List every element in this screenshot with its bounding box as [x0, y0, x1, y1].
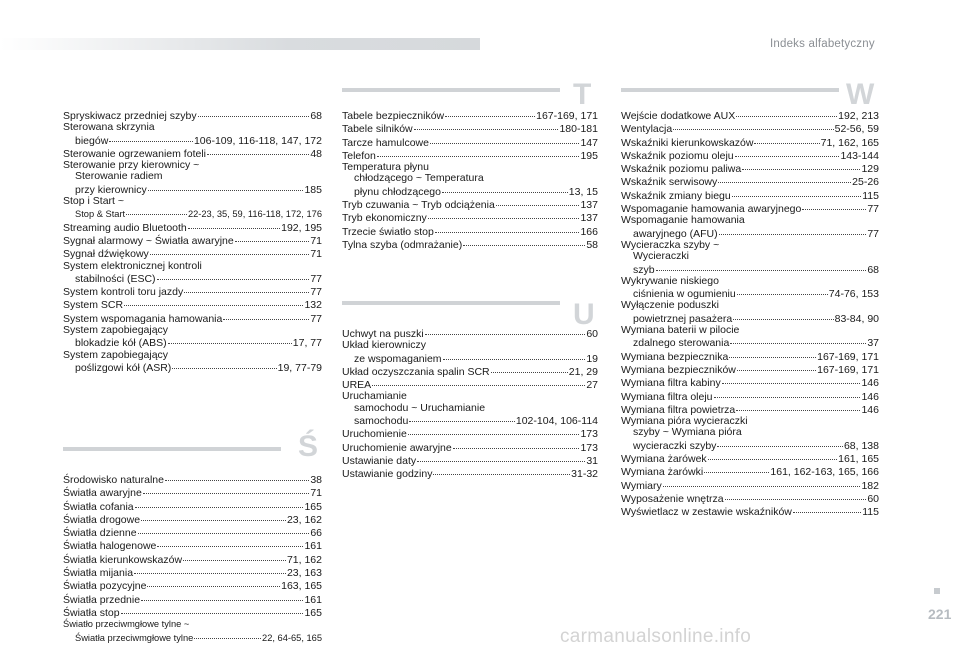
- dot-leader: [453, 439, 580, 449]
- index-page-ref: 71, 162: [286, 553, 322, 566]
- dot-leader: [141, 511, 286, 521]
- dot-leader: [207, 145, 309, 155]
- section-t-letter: T: [573, 78, 592, 111]
- index-entry: [63, 631, 322, 644]
- dot-leader: [147, 577, 280, 587]
- index-term: Światła pozycyjne: [63, 580, 147, 593]
- dot-leader: [188, 219, 280, 229]
- index-entry: [342, 149, 598, 162]
- dot-leader: [184, 283, 309, 293]
- section-t-rule: [342, 88, 560, 92]
- dot-leader: [714, 388, 861, 398]
- index-page-ref: 31-32: [571, 468, 598, 481]
- index-page-ref: 71, 162, 165: [820, 136, 879, 149]
- index-page-ref: 48: [310, 147, 322, 160]
- index-entry: [63, 312, 322, 325]
- index-page-ref: 163, 165: [281, 580, 322, 593]
- dot-leader: [194, 629, 261, 639]
- index-term: stabilności (ESC): [75, 272, 156, 285]
- index-term: Spryskiwacz przedniej szyby: [63, 110, 197, 122]
- index-term: Ustawianie godziny: [342, 468, 433, 481]
- dot-leader: [172, 359, 276, 369]
- index-term: Światła kierunkowskazów: [63, 553, 183, 566]
- dot-leader: [143, 484, 310, 494]
- index-term: Tarcze hamulcowe: [342, 136, 429, 149]
- index-term: System wspomagania hamowania: [63, 312, 223, 325]
- index-term: Wskaźnik poziomu paliwa: [621, 163, 742, 176]
- index-term: Światła drogowe: [63, 513, 141, 526]
- index-heading-line: Stop i Start ~: [63, 195, 124, 208]
- dot-leader: [428, 209, 580, 219]
- index-term: Ustawianie daty: [342, 454, 417, 467]
- dot-leader: [656, 261, 867, 271]
- dot-leader: [445, 107, 535, 117]
- index-entry: [63, 336, 322, 349]
- index-page-ref: 147: [580, 136, 598, 149]
- index-entry: [621, 403, 879, 416]
- index-column-t: [342, 109, 598, 251]
- index-heading-line: System zapobiegający: [63, 348, 169, 361]
- index-term: Wymiana filtra oleju: [621, 390, 713, 403]
- index-term: samochodu: [354, 415, 409, 428]
- index-heading-line: Sterowana skrzynia: [63, 121, 155, 134]
- dot-leader: [109, 132, 193, 142]
- dot-leader: [430, 134, 580, 144]
- dot-leader: [802, 200, 866, 210]
- index-heading-line: Światło przeciwmgłowe tylne ~: [63, 619, 190, 630]
- index-heading-line: Temperatura płynu: [342, 161, 429, 174]
- index-term: Wymiana bezpiecznika: [621, 350, 729, 363]
- index-entry: [621, 227, 879, 240]
- dot-leader: [719, 225, 867, 235]
- dot-leader: [235, 232, 310, 242]
- index-term: Światła przednie: [63, 593, 141, 606]
- dot-leader: [372, 376, 585, 386]
- index-term: szyb: [633, 263, 655, 276]
- dot-leader: [736, 401, 860, 411]
- section-w-letter: W: [846, 78, 875, 111]
- index-page-ref: 195: [580, 149, 598, 162]
- index-heading-line: samochodu ~ Uruchamianie: [354, 401, 486, 414]
- index-heading-line: Układ kierowniczy: [342, 339, 427, 352]
- index-page-ref: 74-76, 153: [828, 288, 879, 301]
- index-page-ref: 161: [304, 540, 322, 553]
- index-entry: [342, 238, 598, 251]
- dot-leader: [737, 285, 828, 295]
- header-bar: [0, 38, 480, 50]
- dot-leader: [135, 498, 304, 508]
- index-page-ref: 166: [580, 225, 598, 238]
- index-term: awaryjnego (AFU): [633, 227, 718, 240]
- dot-leader: [730, 334, 866, 344]
- index-page-ref: 60: [586, 328, 598, 340]
- index-term: UREA: [342, 379, 372, 392]
- index-entry: [63, 109, 322, 122]
- index-entry: [63, 147, 322, 160]
- index-page-ref: 161, 165: [838, 453, 879, 466]
- index-page-ref: 182: [861, 479, 879, 492]
- index-heading-line: szyby ~ Wymiana pióra: [633, 426, 742, 439]
- index-term: Światła dzienne: [63, 527, 137, 540]
- index-page-ref: 146: [861, 377, 879, 390]
- index-term: Wymiana filtra kabiny: [621, 377, 721, 390]
- index-column-s-continued: [63, 109, 322, 374]
- dot-leader: [708, 450, 837, 460]
- index-page-ref: 66: [310, 527, 322, 540]
- index-page-ref: 19, 77-79: [277, 361, 322, 374]
- dot-leader: [414, 120, 559, 130]
- index-heading-line: Wymiana pióra wycieraczki: [621, 415, 748, 428]
- dot-leader: [417, 452, 585, 462]
- index-term: System SCR: [63, 299, 124, 312]
- dot-leader: [704, 463, 769, 473]
- index-page-ref: 115: [862, 506, 879, 519]
- index-heading-line: System elektronicznej kontroli: [63, 259, 202, 272]
- index-page-ref: 68: [867, 263, 879, 276]
- index-term: Światła awaryjne: [63, 487, 142, 500]
- index-page-ref: 77: [867, 203, 879, 216]
- index-entry: [63, 361, 322, 374]
- index-page-ref: 192, 195: [281, 221, 322, 234]
- index-term: Wskaźnik poziomu oleju: [621, 149, 734, 162]
- index-term: ciśnienia w ogumieniu: [633, 288, 736, 301]
- section-s-acute-letter: Ś: [298, 430, 319, 463]
- index-page-ref: 115: [862, 189, 879, 202]
- index-term: Tryb czuwania ~ Tryb odciążenia: [342, 199, 495, 212]
- dot-leader: [729, 348, 816, 358]
- dot-leader: [168, 334, 292, 344]
- index-entry: [63, 183, 322, 196]
- dot-leader: [732, 187, 862, 197]
- index-page-ref: 77: [310, 312, 322, 325]
- index-page-ref: 38: [310, 474, 322, 486]
- index-term: Telefon: [342, 149, 376, 162]
- section-s-acute-rule: [63, 447, 281, 451]
- index-term: przy kierownicy: [75, 183, 147, 196]
- index-term: zdalnego sterowania: [633, 337, 730, 350]
- index-page-ref: 31: [586, 454, 598, 467]
- index-term: Wskaźniki kierunkowskazów: [621, 136, 754, 149]
- index-page-ref: 161: [304, 593, 322, 606]
- index-term: Wymiana żarówki: [621, 466, 704, 479]
- dot-leader: [165, 471, 309, 481]
- index-page-ref: 22-23, 35, 59, 116-118, 172, 176: [187, 209, 322, 220]
- dot-leader: [377, 147, 580, 157]
- index-page-ref: 165: [304, 606, 322, 619]
- dot-leader: [754, 134, 819, 144]
- index-page-ref: 167-169, 171: [536, 110, 598, 122]
- index-column-u: [342, 327, 598, 481]
- index-term: Wentylacja: [621, 123, 673, 136]
- dot-leader: [673, 120, 833, 130]
- dot-leader: [150, 245, 310, 255]
- dot-leader: [435, 223, 580, 233]
- index-page-ref: 68: [310, 110, 322, 122]
- index-page-ref: 68, 138: [843, 439, 879, 452]
- dot-leader: [124, 296, 303, 306]
- index-term: Tabele bezpieczników: [342, 110, 445, 122]
- index-page-ref: 27: [586, 379, 598, 392]
- index-term: Środowisko naturalne: [63, 474, 164, 486]
- dot-leader: [718, 173, 851, 183]
- dot-leader: [722, 374, 861, 384]
- index-page-ref: 165: [304, 500, 322, 513]
- index-term: wycieraczki szyby: [633, 439, 717, 452]
- index-term: Wejście dodatkowe AUX: [621, 110, 736, 122]
- dot-leader: [126, 205, 187, 215]
- dot-leader: [725, 490, 867, 500]
- index-term: Wyposażenie wnętrza: [621, 492, 724, 505]
- index-page-ref: 21, 29: [568, 365, 598, 378]
- index-entry: [621, 122, 879, 135]
- dot-leader: [157, 537, 303, 547]
- dot-leader: [425, 325, 586, 335]
- index-page-ref: 137: [580, 199, 598, 212]
- index-heading-line: Wyłączenie poduszki: [621, 299, 719, 312]
- index-term: Uruchomienie awaryjne: [342, 441, 452, 454]
- dot-leader: [138, 524, 310, 534]
- index-page-ref: 23, 163: [286, 567, 322, 580]
- index-entry: [342, 327, 598, 340]
- index-page-ref: 22, 64-65, 165: [262, 632, 322, 643]
- index-column-s-acute: [63, 473, 322, 644]
- index-page-ref: 23, 162: [286, 513, 322, 526]
- index-page-ref: 143-144: [840, 149, 879, 162]
- index-heading-line: Wspomaganie hamowania: [621, 214, 745, 227]
- index-page-ref: 146: [861, 403, 879, 416]
- index-page-ref: 60: [867, 492, 879, 505]
- dot-leader: [433, 465, 570, 475]
- index-heading-line: Wycieraczka szyby ~: [621, 238, 720, 251]
- index-page-ref: 129: [861, 163, 879, 176]
- dot-leader: [409, 412, 515, 422]
- index-entry: [342, 378, 598, 391]
- dot-leader: [183, 551, 286, 561]
- index-term: Tabele silników: [342, 123, 413, 136]
- index-heading-line: chłodzącego ~ Temperatura: [354, 172, 484, 185]
- index-page-ref: 13, 15: [568, 185, 598, 198]
- index-page-ref: 77: [310, 272, 322, 285]
- dot-leader: [223, 310, 309, 320]
- dot-leader: [121, 604, 304, 614]
- dot-leader: [491, 363, 568, 373]
- index-page-ref: 173: [580, 428, 598, 441]
- dot-leader: [717, 437, 843, 447]
- index-term: Streaming audio Bluetooth: [63, 221, 187, 234]
- section-u-letter: U: [573, 298, 595, 331]
- index-page-ref: 180-181: [559, 123, 598, 136]
- index-page-ref: 52-56, 59: [834, 123, 879, 136]
- index-term: Światła cofania: [63, 500, 134, 513]
- index-term: System kontroli toru jazdy: [63, 286, 184, 299]
- index-term: Wymiana żarówek: [621, 453, 707, 466]
- index-term: powietrznej pasażera: [633, 312, 733, 325]
- index-term: Uruchomienie: [342, 428, 407, 441]
- index-term: Światła stop: [63, 606, 120, 619]
- index-page-ref: 192, 213: [838, 110, 879, 122]
- index-page-ref: 132: [304, 299, 322, 312]
- index-term: płynu chłodzącego: [354, 185, 441, 198]
- index-heading-line: System zapobiegający: [63, 324, 169, 337]
- watermark: carmanualsonline.info: [560, 626, 752, 647]
- page-number: 221: [928, 606, 952, 622]
- index-entry: [621, 312, 879, 325]
- index-term: Światła halogenowe: [63, 540, 157, 553]
- index-term: Tylna szyba (odmrażanie): [342, 238, 463, 251]
- index-entry: [621, 263, 879, 276]
- index-entry: [621, 202, 879, 215]
- index-page-ref: 83-84, 90: [834, 312, 879, 325]
- index-entry: [63, 247, 322, 260]
- index-term: biegów: [75, 134, 109, 147]
- dot-leader: [737, 361, 816, 371]
- index-term: Wskaźnik serwisowy: [621, 176, 718, 189]
- dot-leader: [157, 270, 310, 280]
- index-term: Wymiana bezpieczników: [621, 363, 736, 376]
- index-page-ref: 167-169, 171: [817, 350, 879, 363]
- index-page-ref: 77: [867, 227, 879, 240]
- index-page-ref: 102-104, 106-114: [515, 415, 598, 428]
- index-term: Wspomaganie hamowania awaryjnego: [621, 203, 802, 216]
- index-term: blokadzie kół (ABS): [75, 337, 167, 350]
- index-term: Układ oczyszczania spalin SCR: [342, 365, 490, 378]
- index-heading-line: Sterowanie radiem: [75, 170, 163, 183]
- index-heading-line: Wykrywanie niskiego: [621, 274, 719, 287]
- dot-leader: [793, 503, 861, 513]
- index-page-ref: 37: [867, 337, 879, 350]
- section-w-rule: [621, 88, 839, 92]
- index-page-ref: 25-26: [852, 176, 879, 189]
- index-page-ref: 71: [310, 248, 322, 261]
- index-term: Uchwyt na puszki: [342, 328, 424, 340]
- index-entry: [621, 505, 879, 518]
- dot-leader: [198, 107, 310, 117]
- section-u-rule: [342, 301, 560, 305]
- page-header-title: Indeks alfabetyczny: [770, 38, 875, 50]
- index-page-ref: 58: [586, 238, 598, 251]
- index-page-ref: 19: [586, 352, 598, 365]
- index-term: Wymiana filtra powietrza: [621, 403, 736, 416]
- dot-leader: [148, 181, 304, 191]
- index-term: Sygnał alarmowy ~ Światła awaryjne: [63, 234, 234, 247]
- dot-leader: [141, 591, 303, 601]
- index-term: Tryb ekonomiczny: [342, 212, 427, 225]
- dot-leader: [735, 147, 840, 157]
- index-entry: [63, 606, 322, 619]
- index-column-w: [621, 109, 879, 519]
- dot-leader: [742, 160, 860, 170]
- index-term: Wymiary: [621, 479, 662, 492]
- dot-leader: [443, 350, 586, 360]
- dot-leader: [463, 236, 585, 246]
- dot-leader: [736, 107, 837, 117]
- index-term: Sterowanie ogrzewaniem foteli: [63, 147, 206, 160]
- index-entry: [342, 467, 598, 480]
- index-term: poślizgowi kół (ASR): [75, 361, 172, 374]
- page-marker-square: [934, 588, 940, 594]
- dot-leader: [733, 310, 833, 320]
- dot-leader: [408, 425, 580, 435]
- index-heading-line: Wycieraczki: [633, 250, 689, 263]
- index-page-ref: 161, 162-163, 165, 166: [770, 466, 879, 479]
- index-page-ref: 77: [310, 286, 322, 299]
- dot-leader: [442, 183, 568, 193]
- index-entry: [621, 287, 879, 300]
- dot-leader: [134, 564, 286, 574]
- index-heading-line: Uruchamianie: [342, 390, 407, 403]
- index-term: Sygnał dźwiękowy: [63, 248, 149, 261]
- index-page-ref: 71: [310, 234, 322, 247]
- index-page-ref: 173: [580, 441, 598, 454]
- index-term: Stop & Start: [75, 209, 126, 220]
- index-page-ref: 146: [861, 390, 879, 403]
- index-page-ref: 17, 77: [292, 337, 322, 350]
- index-heading-line: Wymiana baterii w pilocie: [621, 324, 740, 337]
- index-term: Wyświetlacz w zestawie wskaźników: [621, 506, 792, 519]
- index-term: Światła mijania: [63, 567, 134, 580]
- index-term: Światła przeciwmgłowe tylne: [75, 632, 194, 643]
- index-page-ref: 185: [304, 183, 322, 196]
- index-page-ref: 137: [580, 212, 598, 225]
- dot-leader: [663, 477, 861, 487]
- index-term: Trzecie światło stop: [342, 225, 434, 238]
- index-page-ref: 167-169, 171: [817, 363, 879, 376]
- index-page-ref: 106-109, 116-118, 147, 172: [193, 134, 322, 147]
- dot-leader: [496, 196, 580, 206]
- index-heading-line: Sterowanie przy kierownicy ~: [63, 159, 200, 172]
- index-page-ref: 71: [310, 487, 322, 500]
- index-term: ze wspomaganiem: [354, 352, 442, 365]
- index-term: Wskaźnik zmiany biegu: [621, 189, 731, 202]
